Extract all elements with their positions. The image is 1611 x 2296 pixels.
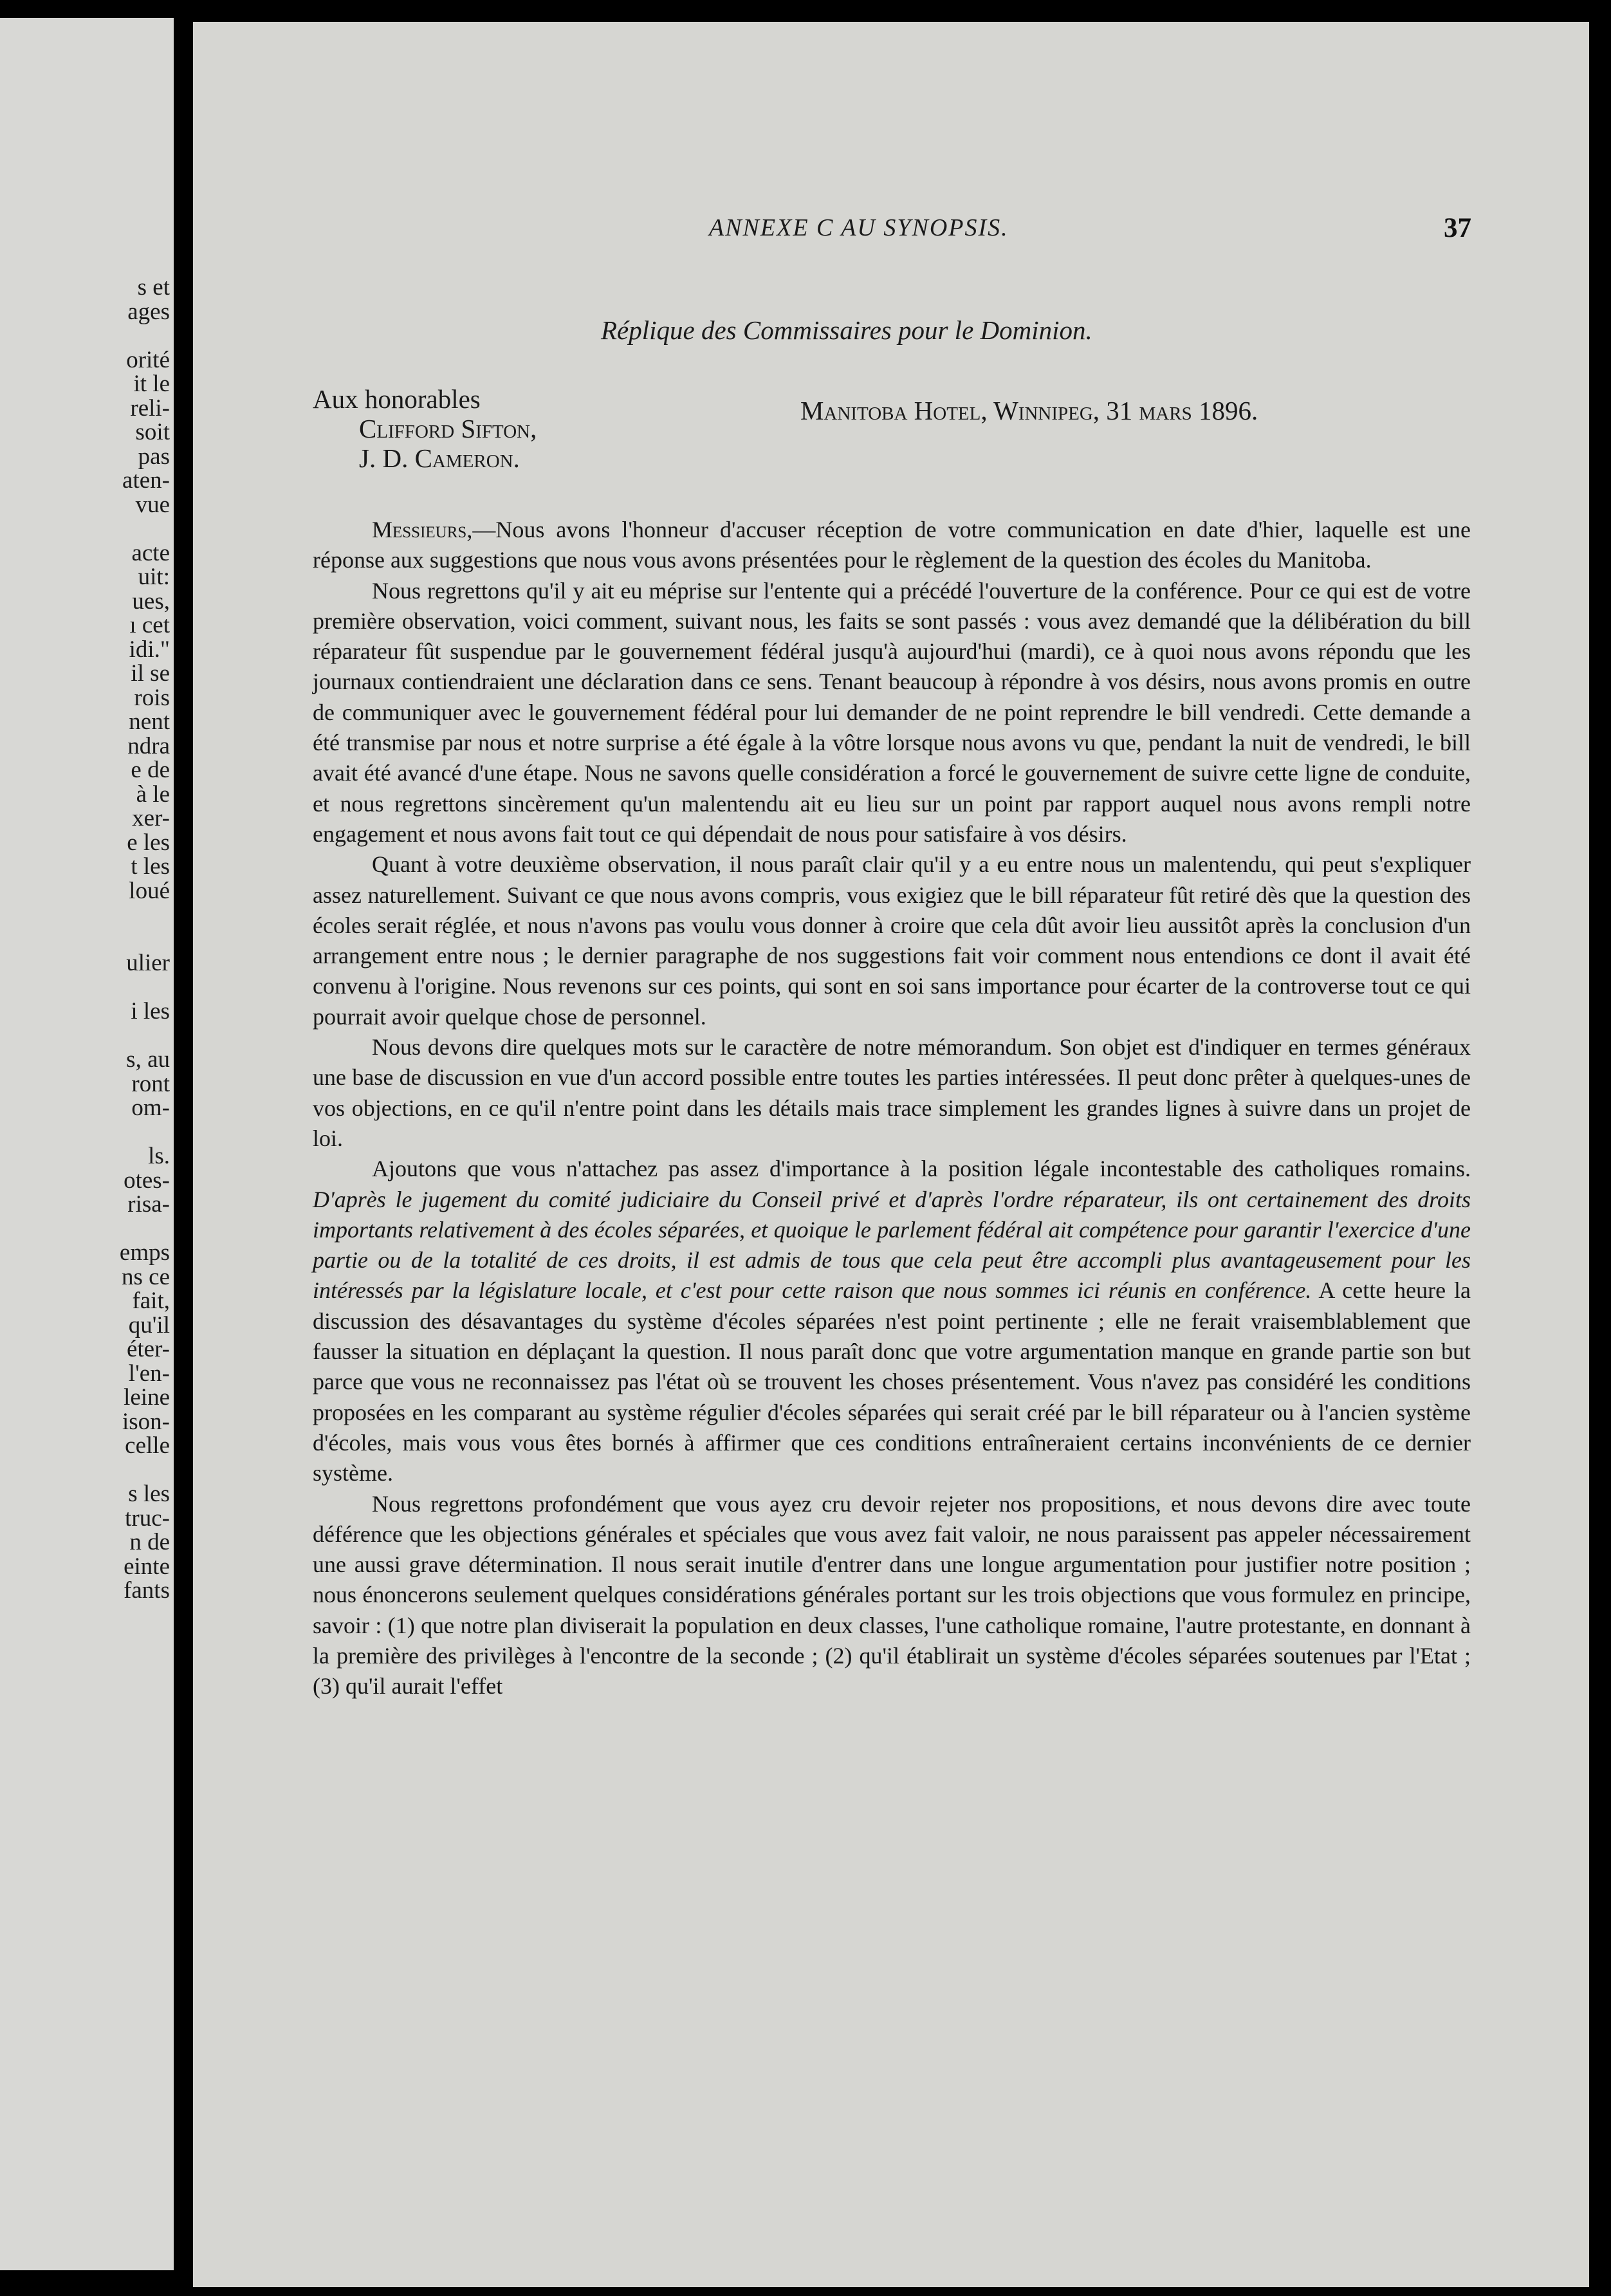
addressee-block — [313, 384, 537, 473]
fragment-line: uit: — [138, 564, 170, 590]
addressee-name: J. D. Cameron. — [359, 443, 520, 473]
paragraph-4: Nous devons dire quelques mots sur le caractère de notre mémorandum. Son objet est d'indiquer en termes généraux une base de discussion en vue d'un accord possible entre toutes les parties intéressées. Il peut donc prêter à quelques-unes de vos objections, en ce qu'il n'entre point dans les détails mais trace simplement les grandes lignes à suivre dans un projet de loi. — [313, 1034, 1471, 1151]
fragment-line: ages — [127, 298, 170, 325]
fragment-line: emps — [119, 1239, 170, 1266]
paragraph-2: Nous regrettons qu'il y ait eu méprise sur l'entente qui a précédé l'ouverture de la conférence. Pour ce qui est de votre première observation, voici comment, suivant nous, les faits se sont passés : vous avez demandé que la délibération du bill réparateur fût suspendue par le gouvernement fédéral jusqu'à aujourd'hui (mardi), ce à quoi nous avons répondu que les journaux contiendraient une déclaration dans ce sens. Tenant beaucoup à répondre à vos désirs, nous avons promis en outre de communiquer avec le gouvernement fédéral pour lui demander de ne point reprendre le bill vendredi. Cette demande a été transmise par nous et notre surprise a été égale à la vôtre lorsque nous avons vu que, pendant la nuit de vendredi, le bill avait été avancé d'une étape. Nous ne savons quelle considération a forcé le gouvernement de suivre cette ligne de conduite, et nous regrettons sincèrement qu'un malentendu ait eu lieu sur un point par rapport auquel nous avons rempli notre engagement et nous avons fait tout ce qui dépendait de nous pour satisfaire à vos désirs. — [313, 577, 1471, 847]
page-number: 37 — [1444, 213, 1471, 243]
fragment-line: risa- — [127, 1191, 170, 1217]
fragment-line: e les — [127, 829, 170, 856]
fragment-line: om- — [131, 1095, 170, 1121]
fragment-line — [9, 927, 170, 952]
scan-border-right — [1589, 0, 1611, 2296]
fragment-line: vue — [135, 491, 170, 518]
fragment-line — [9, 324, 170, 348]
paragraph-5 — [313, 1154, 1471, 1488]
dateline: Manitoba Hotel, Winnipeg, 31 mars 1896. — [800, 396, 1258, 425]
fragment-line: il se — [131, 660, 170, 687]
fragment-line: xer- — [132, 805, 170, 831]
fragment-line: ulier — [126, 950, 170, 976]
running-head: ANNEXE C AU SYNOPSIS. — [709, 214, 1009, 241]
fragment-line: fants — [124, 1577, 170, 1604]
addressee-line: Aux honorables — [313, 384, 481, 414]
fragment-line: n de — [129, 1529, 170, 1555]
fragment-line: reli- — [130, 394, 170, 421]
fragment-line — [9, 517, 170, 541]
fragment-line: ront — [131, 1070, 170, 1097]
fragment-line: e de — [131, 757, 170, 783]
fragment-line: s et — [137, 274, 170, 301]
fragment-line — [9, 1024, 170, 1048]
document-page — [193, 22, 1589, 2287]
fragment-line: rois — [134, 684, 170, 711]
fragment-line: à le — [136, 781, 170, 808]
fragment-line: orité — [126, 346, 170, 373]
previous-page-fragment — [0, 18, 174, 2270]
fragment-line: s, au — [126, 1046, 170, 1073]
fragment-line: loué — [129, 877, 170, 904]
fragment-line — [9, 976, 170, 1000]
paragraph-text: —Nous avons l'honneur d'accuser réception de votre communication en date d'hier, laquelle est une réponse aux suggestions que nous vous avons présentées pour le règlement de la question des écoles du Manitoba. — [313, 517, 1471, 573]
fragment-line: éter- — [126, 1336, 170, 1362]
fragment-line: nent — [129, 708, 170, 735]
fragment-line: t les — [131, 853, 170, 880]
fragment-line: qu'il — [128, 1311, 170, 1338]
fragment-line: celle — [125, 1432, 170, 1459]
italic-passage: D'après le jugement du comité judiciaire du Conseil privé et d'après l'ordre réparateur, ils ont certainement des droits importants relativement à des écoles séparées, et quoique le parlement fédéral ait compétence pour garantir l'exercice d'une partie ou de la totalité de ces droits, il est admis de tous que cela peut être accompli plus avantageusement pour les intéressés par la législature locale, et c'est pour cette raison que nous sommes ici réunis en conférence. — [313, 1186, 1471, 1304]
fragment-line: ndra — [127, 732, 170, 759]
section-title: Réplique des Commissaires pour le Dominion. — [601, 315, 1092, 345]
salutation: Messieurs, — [372, 517, 473, 542]
fragment-line: s les — [128, 1481, 170, 1507]
paragraph-1 — [313, 515, 1471, 576]
paragraph-text: A cette heure la discussion des désavantages du système d'écoles séparées n'est point pertinente ; elle ne ferait vraisemblablement que fausser la situation en déplaçant la question. Il nous paraît donc que votre argumentation manque en grande partie son but parce que vous ne reconnaissez pas l'état où se trouvent les choses présentement. Vous n'avez pas considéré les conditions proposées en les comparant au système régulier d'écoles séparées qui serait créé par le bill réparateur ou à l'ancien système d'écoles, mais vous vous êtes bornés à affirmer que ces conditions entraîneraient certains inconvénients de ce dernier système. — [313, 1277, 1471, 1486]
scan-border-bottom — [0, 2286, 1611, 2296]
scan-border-top — [0, 0, 1611, 19]
letter-body — [313, 515, 1471, 1702]
fragment-line: i les — [131, 998, 170, 1024]
fragment-line: it le — [133, 371, 170, 397]
paragraph-6: Nous regrettons profondément que vous ayez cru devoir rejeter nos propositions, et nous devons dire avec toute déférence que les objections générales et spéciales que vous avez fait valoir, ne nous paraissent pas appeler nécessairement une aussi grave détermination. Il nous serait inutile d'entrer dans une longue argumentation pour justifier notre position ; nous énoncerons seulement quelques considérations générales portant sur les trois objections que vous formulez en principe, savoir : (1) que notre plan diviserait la population en deux classes, l'une catholique romaine, l'autre protestante, en donnant à la première des privilèges à l'encontre de la seconde ; (2) qu'il établirait un système d'écoles séparées soutenues par l'Etat ; (3) qu'il aurait l'effet — [313, 1490, 1471, 1699]
fragment-line: fait, — [132, 1288, 170, 1314]
paragraph-3: Quant à votre deuxième observation, il nous paraît clair qu'il y a eu entre nous un malentendu, qui peut s'expliquer assez naturellement. Suivant ce que nous avons compris, vous exigiez que le bill réparateur fût retiré dès que la question des écoles serait réglée, et nous n'avons pas voulu vous donner à croire que cela dût avoir lieu aussitôt après la conclusion d'un arrangement entre nous ; le dernier paragraphe de nos suggestions fait voir comment nous entendions ce dont il avait été convenu à l'origine. Nous revenons sur ces points, qui sont en soi sans importance pour écarter de la controverse tout ce qui pourrait avoir quelque chose de personnel. — [313, 851, 1471, 1030]
fragment-line: soit — [135, 419, 170, 445]
fragment-line — [9, 1120, 170, 1145]
addressee-name: Clifford Sifton, — [359, 414, 537, 443]
fragment-line: aten- — [122, 467, 170, 494]
fragment-line — [9, 1458, 170, 1483]
fragment-line: ison- — [122, 1408, 170, 1435]
fragment-line: pas — [138, 443, 170, 470]
fragment-line — [9, 1217, 170, 1241]
fragment-line — [9, 903, 170, 927]
fragment-line: idi." — [129, 636, 170, 663]
fragment-line: truc- — [125, 1504, 170, 1532]
fragment-line: otes- — [124, 1167, 170, 1194]
fragment-line: acte — [131, 539, 170, 566]
paragraph-text: Ajoutons que vous n'attachez pas assez d'importance à la position légale incontestable des catholiques romains. — [372, 1156, 1471, 1182]
fragment-line: ns ce — [122, 1263, 170, 1290]
page-gutter — [174, 0, 193, 2296]
fragment-line: ues, — [132, 588, 170, 615]
fragment-line: ı cet — [129, 612, 170, 638]
fragment-line: ls. — [148, 1143, 170, 1169]
fragment-line: leine — [124, 1384, 170, 1411]
fragment-line: einte — [124, 1553, 170, 1580]
previous-page-line-ends — [9, 275, 170, 1603]
fragment-line: l'en- — [128, 1360, 170, 1387]
